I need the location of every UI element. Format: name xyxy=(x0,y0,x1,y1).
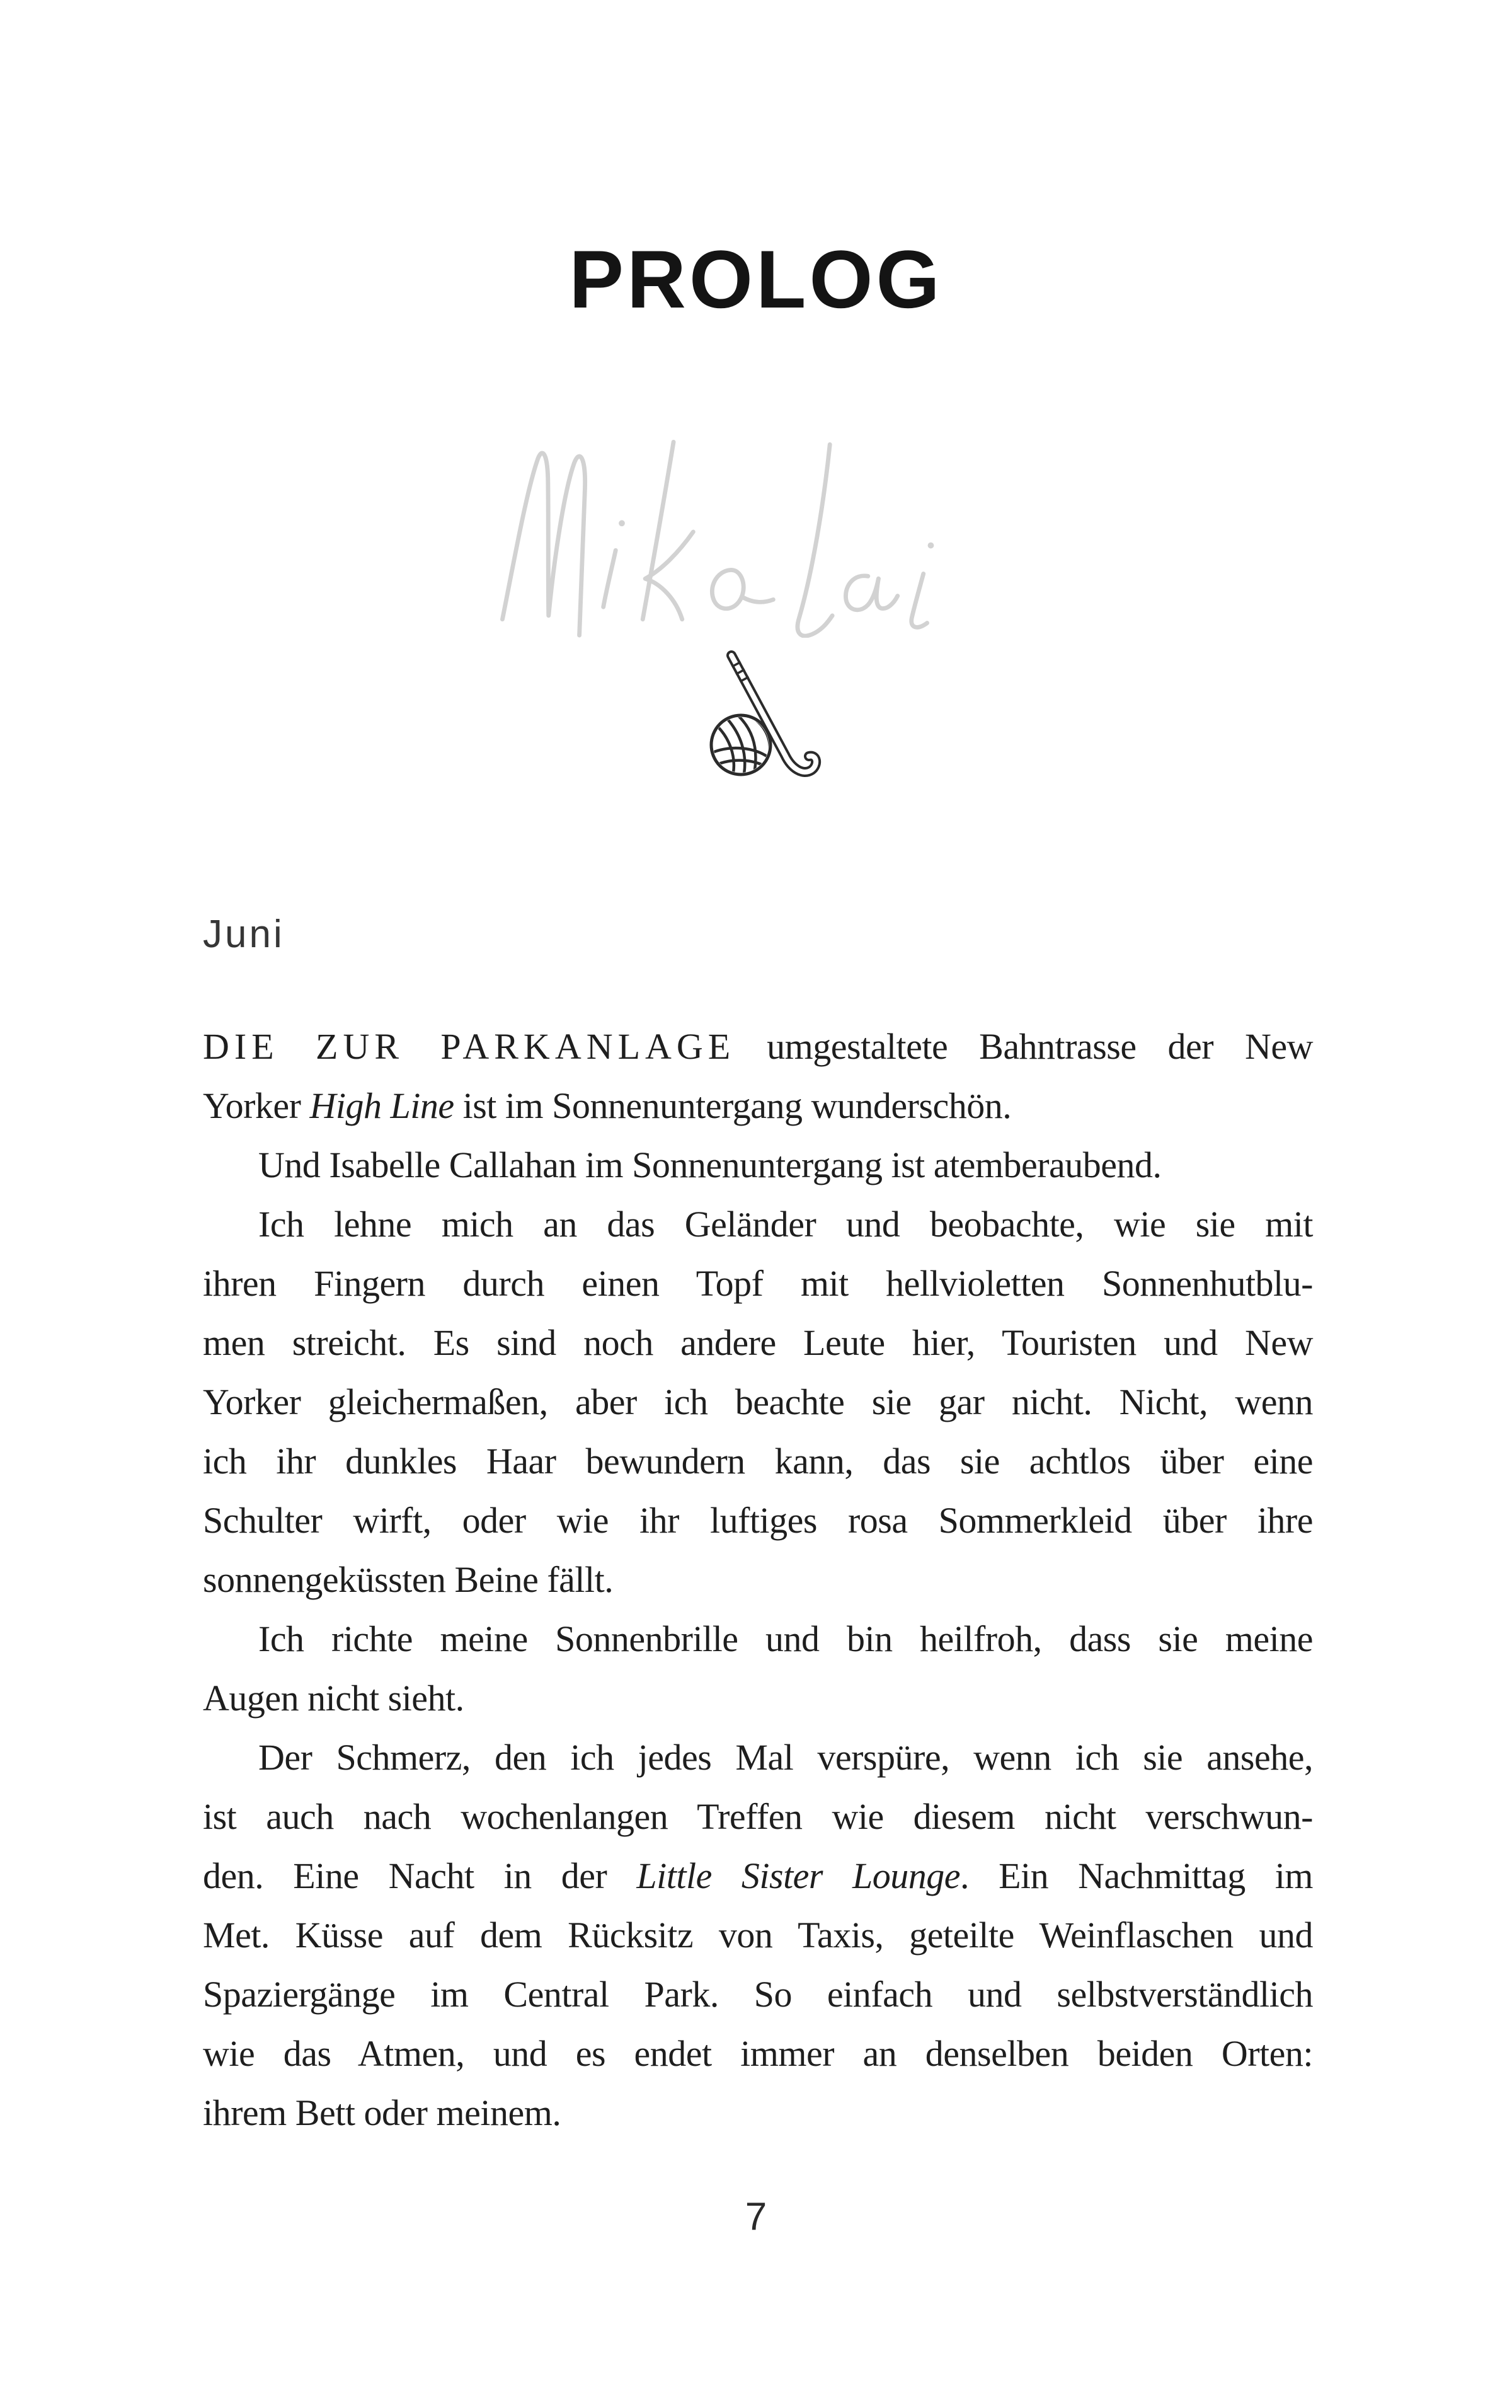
text-segment: ihrem Bett oder meinem. xyxy=(203,2092,561,2133)
body-line xyxy=(203,1728,1313,1787)
script-letter-N xyxy=(502,453,585,635)
author-signature-script xyxy=(485,423,1027,638)
page-title: PROLOG xyxy=(569,233,943,325)
body-line xyxy=(203,1017,1313,1076)
text-segment: Der Schmerz, den ich jedes Mal verspüre, wenn ich sie ansehe, xyxy=(258,1737,1313,1778)
text-segment: Spaziergänge im Central Park. So einfach und selbstverständlich xyxy=(203,1974,1313,2015)
text-segment: sonnengeküssten Beine fällt. xyxy=(203,1559,614,1600)
text-segment: den. Eine Nacht in der xyxy=(203,1855,637,1896)
script-i-dot xyxy=(619,520,625,526)
text-segment: Yorker gleichermaßen, aber ich beachte sie gar nicht. Nicht, wenn xyxy=(203,1381,1313,1422)
text-segment: Yorker xyxy=(203,1085,310,1126)
body-line xyxy=(203,1076,1313,1136)
body-paragraph xyxy=(203,1610,1313,1728)
text-segment: Schulter wirft, oder wie ihr luftiges rosa Sommerkleid über ihre xyxy=(203,1500,1313,1541)
script-a-tail xyxy=(876,579,897,608)
text-segment: Ich richte meine Sonnenbrille und bin heilfroh, dass sie meine xyxy=(258,1618,1313,1659)
text-segment: ich ihr dunkles Haar bewundern kann, das sie achtlos über eine xyxy=(203,1441,1313,1482)
text-segment: Ich lehne mich an das Geländer und beobachte, wie sie mit xyxy=(258,1204,1313,1245)
text-segment: ihren Fingern durch einen Topf mit hellvioletten Sonnenhutblu- xyxy=(203,1263,1313,1304)
body-paragraph xyxy=(203,1017,1313,1136)
text-segment: Und Isabelle Callahan im Sonnenuntergang ist atemberaubend. xyxy=(258,1144,1162,1185)
text-segment: umgestaltete Bahntrasse der New xyxy=(735,1026,1313,1067)
text-segment: DIE ZUR PARKANLAGE xyxy=(203,1026,736,1067)
script-letter-o xyxy=(712,570,743,608)
body-line xyxy=(203,1846,1313,1906)
text-segment: . Ein Nachmittag im xyxy=(960,1855,1314,1896)
body-line xyxy=(203,1787,1313,1846)
script-letter-i xyxy=(604,550,616,607)
body-paragraph xyxy=(203,1728,1313,2143)
script-letter-i2 xyxy=(912,573,927,627)
body-line xyxy=(203,1550,1313,1610)
text-segment: men streicht. Es sind noch andere Leute hier, Touristen und New xyxy=(203,1322,1313,1363)
yarn-ball-and-crochet-hook-icon xyxy=(697,649,823,785)
body-line xyxy=(203,1491,1313,1550)
body-line xyxy=(203,2024,1313,2083)
text-segment: ist im Sonnenuntergang wunderschön. xyxy=(454,1085,1012,1126)
body-line xyxy=(203,1610,1313,1669)
body-line xyxy=(203,1965,1313,2024)
text-segment: ist auch nach wochenlangen Treffen wie diesem nicht verschwun- xyxy=(203,1796,1313,1837)
text-segment: wie das Atmen, und es endet immer an denselben beiden Orten: xyxy=(203,2033,1313,2074)
text-segment: Met. Küsse auf dem Rücksitz von Taxis, geteilte Weinflaschen und xyxy=(203,1915,1313,1956)
section-label: Juni xyxy=(203,913,285,956)
body-text xyxy=(203,1017,1313,2143)
body-line xyxy=(203,1136,1313,1195)
script-i2-dot xyxy=(928,543,934,549)
body-paragraph xyxy=(203,1136,1313,1195)
script-letter-l xyxy=(798,444,832,636)
text-segment: Little Sister Lounge xyxy=(636,1855,961,1896)
body-line xyxy=(203,1313,1313,1373)
script-o-exit xyxy=(743,597,774,602)
script-letter-k-arm xyxy=(645,532,693,619)
body-line xyxy=(203,1373,1313,1432)
body-line xyxy=(203,1432,1313,1491)
body-paragraph xyxy=(203,1195,1313,1610)
yarn-ball xyxy=(711,715,770,775)
body-line xyxy=(203,1254,1313,1313)
page-number: 7 xyxy=(745,2195,767,2238)
body-line xyxy=(203,1906,1313,1965)
script-letter-a xyxy=(845,576,878,610)
text-segment: Augen nicht sieht. xyxy=(203,1678,464,1719)
body-line xyxy=(203,2083,1313,2143)
text-segment: High Line xyxy=(309,1085,454,1126)
body-line xyxy=(203,1669,1313,1728)
body-line xyxy=(203,1195,1313,1254)
